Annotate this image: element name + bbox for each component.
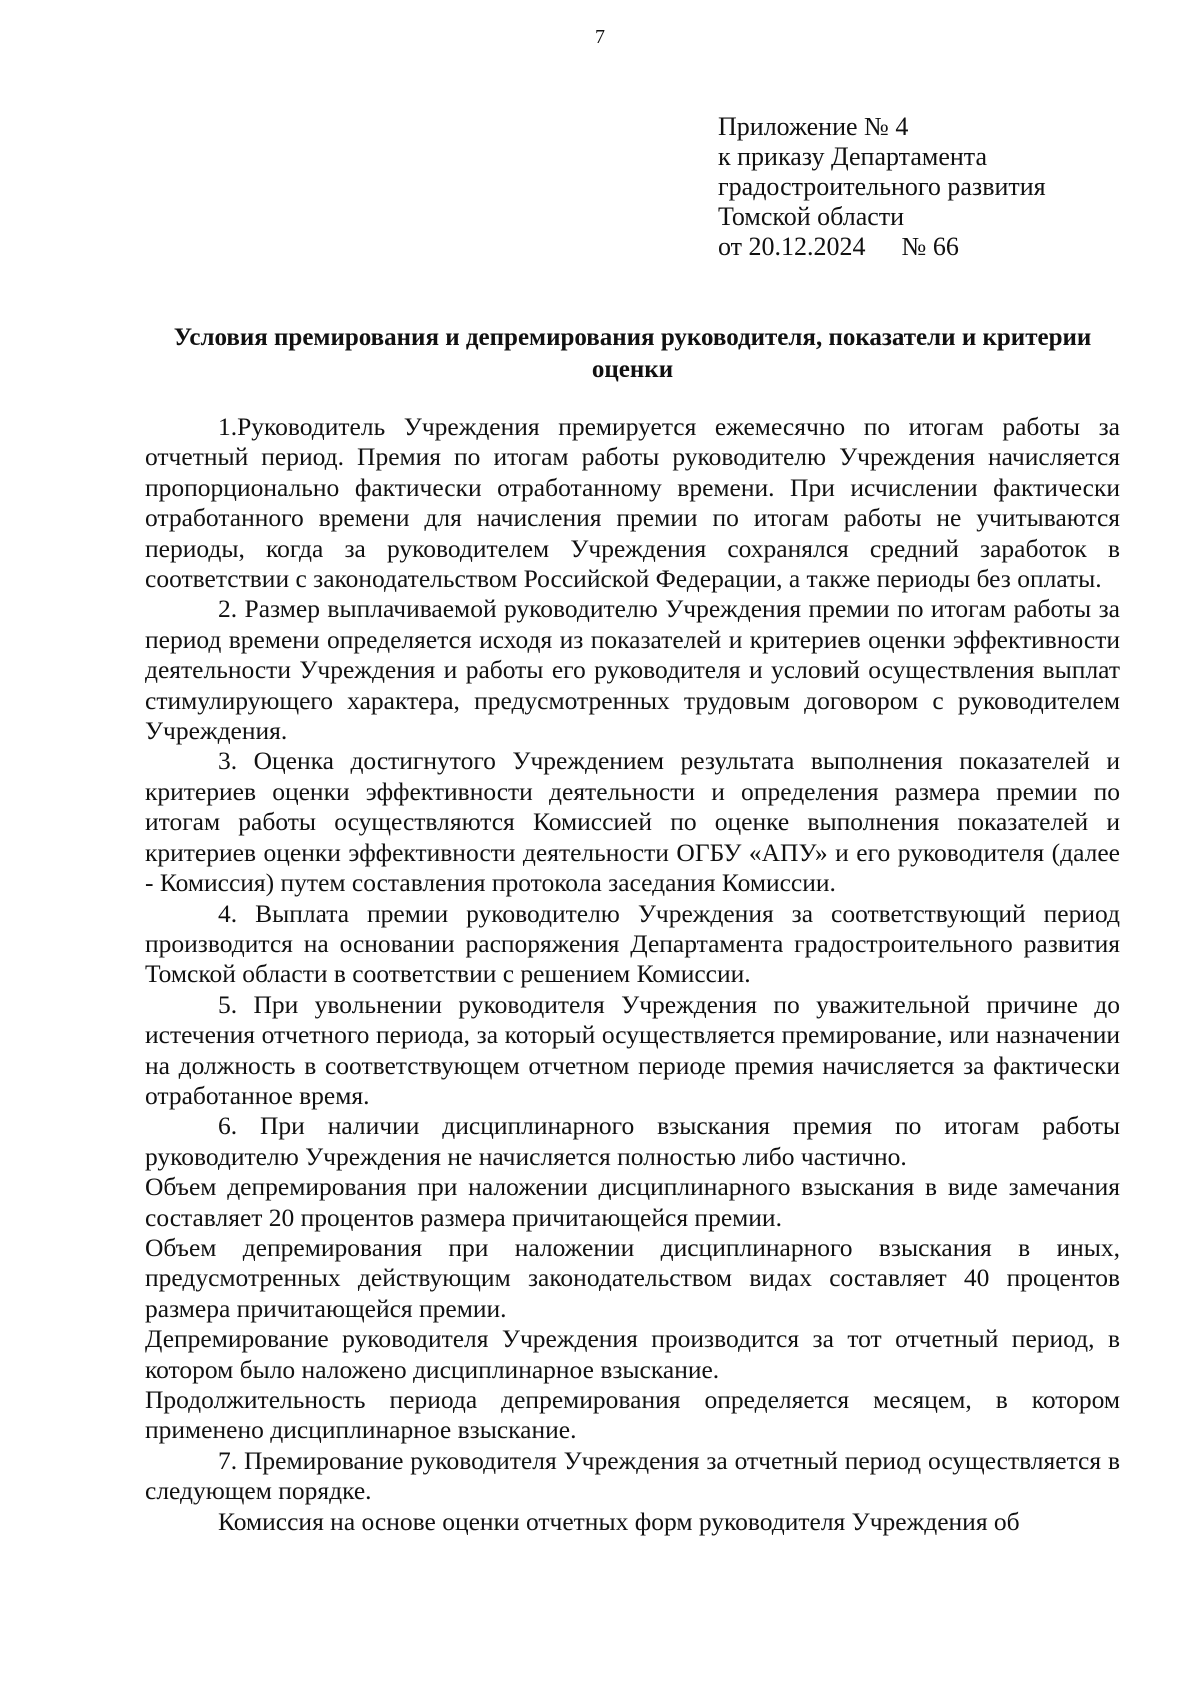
paragraph-6-period: Депремирование руководителя Учреждения производится за тот отчетный период, в котором было наложено дисциплинарное взыскание. — [145, 1324, 1120, 1384]
paragraph-6-remark: Объем депремирования при наложении дисциплинарного взыскания в виде замечания составляет 20 процентов размера причитающейся премии. — [145, 1172, 1120, 1232]
paragraph-4: 4. Выплата премии руководителю Учреждения за соответствующий период производится на основании распоряжения Департамента градостроительного развития Томской области в соответствии с решением Комиссии. — [145, 898, 1120, 989]
page-number: 7 — [595, 26, 605, 48]
appendix-line-2: к приказу Департамента — [718, 142, 988, 171]
paragraph-3: 3. Оценка достигнутого Учреждением результата выполнения показателей и критериев оценки эффективности деятельности и определения размера премии по итогам работы осуществляются Комиссией по оценке выполнения показателей и критериев оценки эффективности деятельности ОГБУ «АПУ» и его руководителя (далее - Комиссия) путем составления протокола заседания Комиссии. — [145, 746, 1120, 898]
appendix-line-1: Приложение № 4 — [718, 112, 909, 141]
paragraph-6-duration: Продолжительность периода депремирования определяется месяцем, в котором применено дисциплинарное взыскание. — [145, 1385, 1120, 1445]
appendix-line-3: градостроительного развития — [718, 172, 1046, 201]
document-title: Условия премирования и депремирования руководителя, показатели и критерии оценки — [173, 324, 1092, 383]
document-body — [145, 412, 1120, 1537]
appendix-line-4: Томской области — [718, 202, 905, 231]
appendix-header — [718, 112, 1046, 262]
order-number: № 66 — [901, 232, 959, 261]
paragraph-5: 5. При увольнении руководителя Учреждения по уважительной причине до истечения отчетного периода, за который осуществляется премирование, или назначении на должность в соответствующем отчетном периоде премия начисляется за фактически отработанное время. — [145, 989, 1120, 1110]
paragraph-7: 7. Премирование руководителя Учреждения за отчетный период осуществляется в следующем порядке. — [145, 1445, 1120, 1506]
paragraph-2: 2. Размер выплачиваемой руководителю Учреждения премии по итогам работы за период времени определяется исходя из показателей и критериев оценки эффективности деятельности Учреждения и работы его руководителя и условий осуществления выплат стимулирующего характера, предусмотренных трудовым договором с руководителем Учреждения. — [145, 594, 1120, 746]
paragraph-1: 1.Руководитель Учреждения премируется ежемесячно по итогам работы за отчетный период. Премия по итогам работы руководителю Учреждения начисляется пропорционально фактически отработанному времени. При исчислении фактически отработанного времени для начисления премии по итогам работы не учитываются периоды, когда за руководителем Учреждения сохранялся средний заработок в соответствии с законодательством Российской Федерации, а также периоды без оплаты. — [145, 412, 1120, 594]
appendix-date-line — [718, 232, 1046, 262]
paragraph-6-other: Объем депремирования при наложении дисциплинарного взыскания в иных, предусмотренных действующим законодательством видах составляет 40 процентов размера причитающейся премии. — [145, 1232, 1120, 1323]
paragraph-7-commission: Комиссия на основе оценки отчетных форм руководителя Учреждения об — [218, 1506, 1020, 1536]
order-date: от 20.12.2024 — [718, 232, 866, 261]
paragraph-6: 6. При наличии дисциплинарного взыскания премия по итогам работы руководителю Учреждения не начисляется полностью либо частично. — [145, 1111, 1120, 1171]
